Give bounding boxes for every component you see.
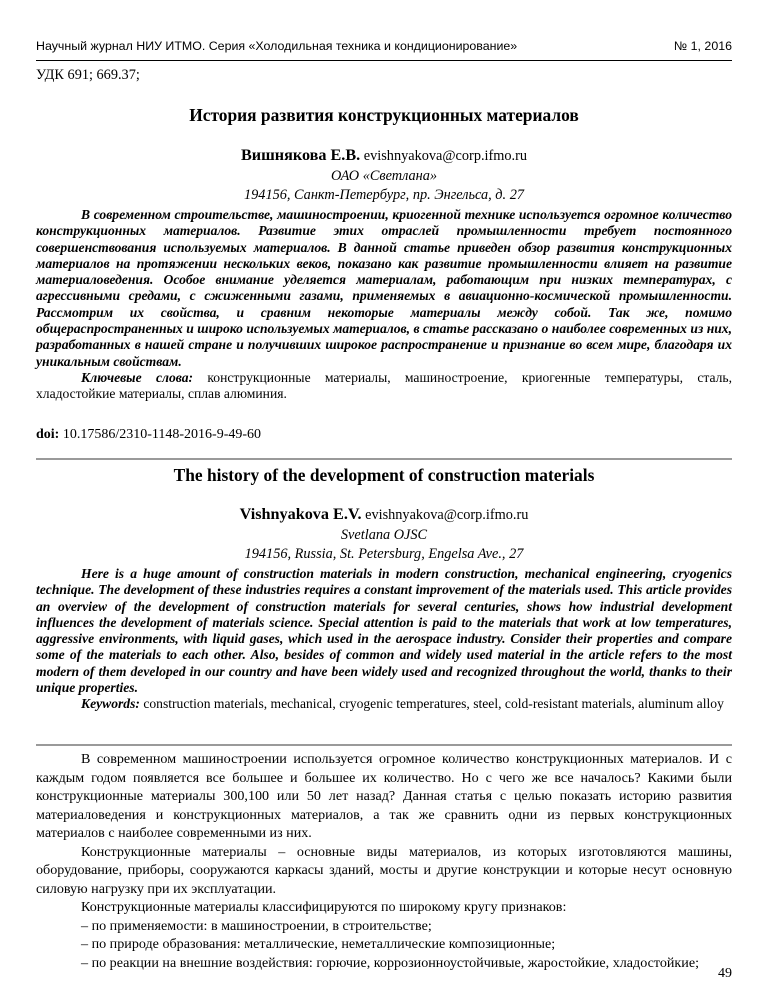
address-en: 194156, Russia, St. Petersburg, Engelsa Ave., 27 [244,546,524,562]
list-item: – по реакции на внешние воздействия: горючие, коррозионноустойчивые, жаростойкие, хладостойкие; [81,954,699,971]
running-header [36,39,732,53]
issue-number: № 1, 2016 [673,39,732,53]
affiliation-en: Svetlana OJSC [340,526,428,543]
doi-value[interactable]: 10.17586/2310-1148-2016-9-49-60 [62,427,262,442]
abstract-ru [36,207,732,403]
doi-line [36,427,732,443]
journal-name: Научный журнал НИУ ИТМО. Серия «Холодильная техника и кондиционирование» [36,39,518,53]
author-name-en: Vishnyakova E.V. [239,505,362,523]
section-divider [36,744,732,746]
body-paragraph: Конструкционные материалы классифицируются по широкому кругу признаков: [81,899,567,915]
author-email-en[interactable]: evishnyakova@corp.ifmo.ru [365,507,529,523]
author-name-ru: Вишнякова Е.В. [240,146,361,164]
doi-label: doi: [36,427,60,442]
header-divider [36,60,732,61]
keywords-label-en: Keywords: [81,696,140,712]
title-en: The history of the development of construction materials [173,465,595,485]
list-item: – по природе образования: металлические, неметаллические композиционные; [81,936,556,952]
keywords-ru: конструкционные материалы, машиностроение, криогенные температуры, сталь, хладостойкие материалы, сплав алюминия. [36,369,732,402]
author-email-ru[interactable]: evishnyakova@corp.ifmo.ru [363,148,528,164]
body-paragraph: В современном машиностроении используется огромное количество конструкционных материалов. И с каждым годом появляется все большее и большее их количество. Но с чего же все началось? Какими были конструкционные материалы 300,100 или 50 лет назад? Данная статья с целью показать историю развития материаловедения и конструкционных материалов, а так же сравнить одни из первых конструкционных материалов с наиболее современными из них. [36,751,732,841]
article-body [36,750,732,972]
body-paragraph: Конструкционные материалы – основные виды материалов, из которых изготовляются машины, оборудование, приборы, сооружаются каркасы зданий, мосты и другие конструкции и которые несут основную силовую нагрузку при их эксплуатации. [36,843,732,897]
keywords-label-ru: Ключевые слова: [81,369,194,385]
author-block-en [36,505,732,565]
keywords-en: construction materials, mechanical, cryogenic temperatures, steel, cold-resistant materials, aluminum alloy [143,696,724,712]
section-divider [36,458,732,460]
abstract-text-en: Here is a huge amount of construction materials in modern construction, mechanical engineering, cryogenics technique. The development of these industries requires a constant improvement of the materials used. This article provides an overview of the development of construction materials for several centuries, shows how industrial development influences the development of materials science. Special attention is paid to the materials that work at low temperatures, aggressive environments, with liquid gases, which used in the aerospace industry. Consider their properties and compare some of the materials to each other. Also, besides of common and widely used material in the article refers to the most modern of them developed in our country and have been widely used and recognized throughout the world, thanks to their unique properties. [36,566,732,696]
page-number: 49 [718,966,732,981]
address-ru: 194156, Санкт-Петербург, пр. Энгельса, д. 27 [244,187,524,203]
abstract-text-ru: В современном строительстве, машиностроении, криогенной технике используется огромное количество конструкционных материалов. Развитие этих отраслей промышленности требует постоянного совершенствования используемых материалов. В данной статье приведен обзор развития конструкционных материалов на протяжении нескольких веков, показано как развитие промышленности влияет на развитие материаловедения. Особое внимание уделяется материалам, работающим при низких температурах, с агрессивными средами, с сжиженными газами, применяемых в авиационно-космической промышленности. Рассмотрим их свойства, и сравним некоторые материалы между собой. Так же, помимо общераспространенных и широко используемых материалов, в статье рассказано о наиболее современных из них, разработанных в нашей стране и получивших широкое распространение и признание во всем мире, благодаря их уникальным свойствам. [36,207,732,369]
title-ru: История развития конструкционных материалов [189,105,579,125]
abstract-en [36,566,732,713]
author-block-ru [36,146,732,206]
affiliation-ru: ОАО «Светлана» [330,167,438,184]
udk-code: УДК 691; 669.37; [36,67,140,83]
list-item: – по применяемости: в машиностроении, в строительстве; [81,917,432,934]
